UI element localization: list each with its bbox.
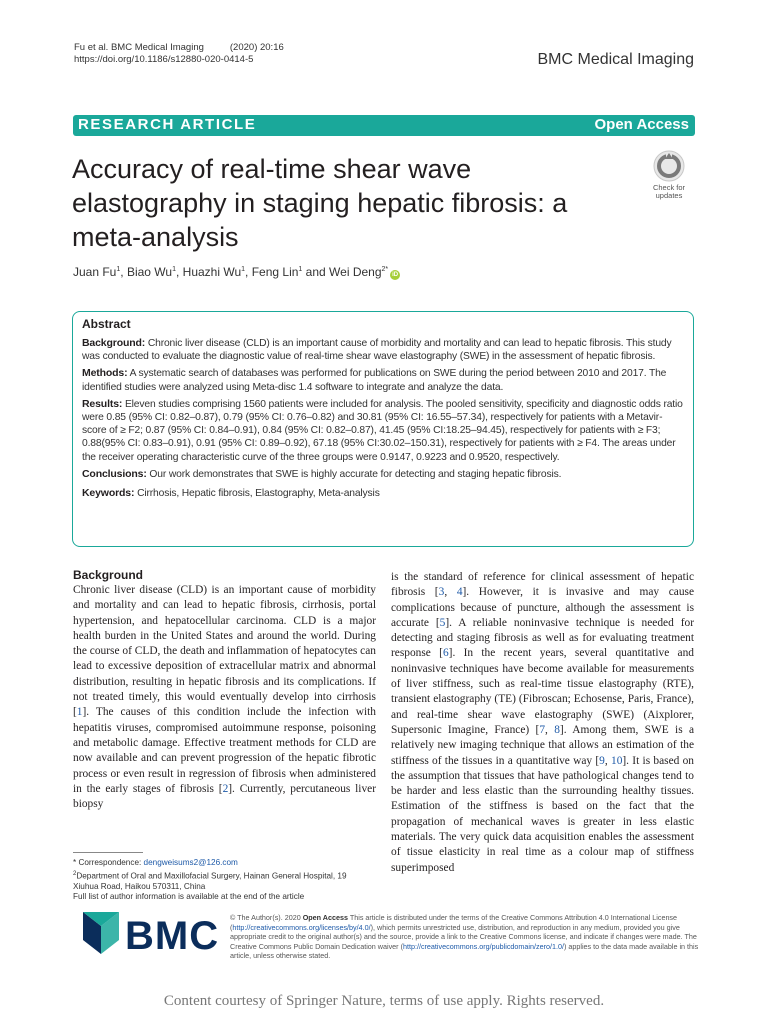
- body-text: ]. Among them, SWE is a relatively new imaging technique that allows an estimation of the stiffness of the tissues in a quantitative way [: [391, 723, 695, 767]
- courtesy-notice: Content courtesy of Springer Nature, terms of use apply. Rights reserved.: [163, 993, 605, 1009]
- body-paragraph-left: [73, 583, 376, 812]
- abstract-keywords: Keywords: Cirrhosis, Hepatic fibrosis, Elastography, Meta-analysis: [82, 487, 380, 500]
- reference-link[interactable]: 2: [222, 782, 229, 795]
- author-list: Juan Fu$^1$, Biao Wu$^1$, Huazhi Wu$^1$, Feng Lin$^1$ and Wei Deng$^{2*}$iD: [73, 265, 399, 279]
- article-type: RESEARCH ARTICLE: [78, 116, 257, 133]
- correspondence-email[interactable]: dengweisums2@126.com: [143, 858, 238, 867]
- affiliation: $^2$Department of Oral and Maxillofacial Surgery, Hainan General Hospital, 19 Xiuhua Road, Haikou 570311, China: [73, 870, 347, 891]
- footnote-rule: [73, 852, 143, 853]
- body-text: ]. Currently, percutaneous liver biopsy: [73, 782, 376, 811]
- bmc-logo: [83, 912, 220, 960]
- reference-link[interactable]: 5: [439, 616, 446, 629]
- author-affiliation: 1: [172, 266, 176, 273]
- abstract-conclusions: Conclusions: Our work demonstrates that SWE is highly accurate for detecting and staging hepatic fibrosis.: [82, 467, 562, 480]
- reference-link[interactable]: 10: [611, 754, 623, 767]
- reference-link[interactable]: 9: [599, 754, 605, 767]
- full-list-note: Full list of author information is available at the end of the article: [73, 892, 305, 902]
- abstract-heading: Abstract: [82, 317, 131, 331]
- license-link-cc-zero[interactable]: http://creativecommons.org/publicdomain/zero/1.0/: [402, 941, 564, 951]
- citation: Fu et al. BMC Medical Imaging: [74, 42, 204, 53]
- abstract-background: Background: Chronic liver disease (CLD) is an important cause of morbidity and mortality and can lead to hepatic fibrosis. This study was conducted to evaluate the diagnostic value of real-time shear wave elastography (SWE) in the assessment of hepatic fibrosis.: [82, 337, 672, 363]
- footnotes: [73, 858, 373, 903]
- reference-link[interactable]: 4: [456, 586, 463, 599]
- open-access-label: Open Access: [594, 116, 689, 133]
- body-text: ]. It is based on the assumption that tissues that have pathological changes tend to be harder and less elastic than the surrounding healthy tissues. Estimation of the stiffness is based on the fact that the propagation of mechanical waves is greater in less elastic materials. The very quick data acquisition enables the assessment of tissue elasticity in real time as a colour map of stiffness superimposed: [391, 754, 694, 874]
- author-name[interactable]: Wei Deng: [329, 265, 382, 279]
- abstract-box: [72, 311, 694, 547]
- author-affiliation: 1: [116, 266, 121, 273]
- orcid-icon[interactable]: iD: [392, 272, 399, 278]
- correspondence: * Correspondence: dengweisums2@126.com: [73, 858, 238, 867]
- reference-link[interactable]: 7: [539, 723, 546, 736]
- article-type-banner: [73, 115, 695, 136]
- body-column-left: [73, 567, 376, 812]
- reference-link[interactable]: 8: [554, 723, 560, 736]
- body-text: Chronic liver disease (CLD) is an important cause of morbidity and mortality and can lead to hepatic fibrosis, cirrhosis, portal hypertension, and hepatocellular carcinoma. CLD is a major health burden in the United States and around the world. During the course of CLD, the death and inflammation of hepatocytes can lead to excessive deposition of extracellular matrix and abnormal distribution, resulting in hepatic fibrosis and its complications. If not treated timely, this would eventually develop into cirrhosis [: [73, 584, 376, 719]
- body-text: ,: [444, 586, 457, 599]
- reference-link[interactable]: 1: [76, 706, 83, 719]
- article-title: Accuracy of real-time shear wave elastography in staging hepatic fibrosis: a meta-analysis: [72, 154, 568, 252]
- license-link-cc-by[interactable]: http://creativecommons.org/licenses/by/4.0/: [232, 922, 371, 932]
- reference-link[interactable]: 3: [438, 586, 445, 599]
- body-text: is the standard of reference for clinical assessment of hepatic fibrosis [: [391, 571, 694, 599]
- author-affiliation: 1: [298, 266, 303, 273]
- author-affiliation: 1: [241, 266, 246, 273]
- author-name[interactable]: Biao Wu: [126, 265, 173, 279]
- check-for-updates-badge[interactable]: [644, 150, 694, 200]
- body-text: ]. However, it is invasive and may cause complications because of puncture, although the assessment is accurate [: [391, 586, 694, 629]
- check-for-updates-icon: [653, 150, 685, 182]
- abstract-results: Results: Eleven studies comprising 1560 patients were included for analysis. The pooled sensitivity, specificity and diagnostic odds ratio were 0.85 (95% CI: 0.82–0.87), 0.79 (95% CI: 0.76–0.82) and 30.81 (95% CI: 16.55–57.34), respectively for patients with a Metavir-score of ≥ F2; 0.87 (95% CI: 0.84–0.91), 0.84 (95% CI: 0.82–0.87), 41.45 (95% CI:18.25–94.45), respectively for patients with ≥ F3; 0.88(95% CI: 0.83–0.91), 0.91 (95% CI: 0.89–0.92), 67.18 (95% CI:30.02–150.31), respectively for patients with ≥ F4. The areas under the receiver operating characteristic curve of the three groups were 0.9147, 0.9223 and 0.9520, respectively.: [82, 397, 683, 463]
- author-name[interactable]: Huazhi Wu: [182, 265, 242, 279]
- author-name[interactable]: Feng Lin: [251, 265, 299, 279]
- bmc-logo-mark-icon: [83, 912, 119, 954]
- body-text: ]. The causes of this condition include the infection with hepatitis viruses, compromised autoimmune response, poisoning and metabolic damage. Effective treatment methods for CLD are now available and can prevent progression of the hepatic fibrotic process or even result in regression of fibrosis when administered in the early stages of fibrosis [: [73, 706, 376, 795]
- bmc-logo-text: BMC: [125, 914, 220, 958]
- license-text: © The Author(s). 2020 Open Access This article is distributed under the terms of the Creative Commons Attribution 4.0 International License (http://creativecommons.org/licenses/by/4.0/), which permits unrestricted use, distribution, and reproduction in any medium, provided you give appropriate credit to the original author(s) and the source, provide a link to the Creative Commons license, and indicate if changes were made. The Creative Commons Public Domain Dedication waiver (http://creativecommons.org/publicdomain/zero/1.0/) applies to the data made available in this article, unless otherwise stated.: [230, 913, 699, 961]
- check-for-updates-label: Check for updates: [652, 183, 686, 200]
- body-column-right: [391, 570, 694, 876]
- reference-link[interactable]: 6: [442, 647, 449, 660]
- section-heading-background: Background: [73, 568, 144, 582]
- citation-line: [74, 41, 284, 54]
- author-name[interactable]: Juan Fu: [73, 265, 117, 279]
- author-affiliation: 2*: [381, 266, 389, 273]
- body-text: ,: [545, 723, 555, 736]
- year-volume: (2020) 20:16: [229, 42, 284, 53]
- journal-name: BMC Medical Imaging: [537, 51, 694, 68]
- body-text: ]. In the recent years, several quantitative and noninvasive techniques have become available for measurements of liver stiffness, such as real-time tissue elastography (RTE), transient elastography (TE) (Fibroscan; Echosense, Paris, France), and real-time shear wave elastography (SWE) (Aixplorer, Supersonic Imagine, France) [: [391, 647, 694, 736]
- body-paragraph-right: [391, 570, 694, 876]
- doi-link[interactable]: https://doi.org/10.1186/s12880-020-0414-5: [74, 54, 254, 65]
- abstract-methods: Methods: A systematic search of databases was performed for publications on SWE during the period between 2010 and 2017. The identified studies were analyzed using Meta-disc 1.4 software to integrate and analyze the data.: [82, 367, 667, 393]
- body-text: ]. A reliable noninvasive technique is needed for detecting and staging fibrosis as well as for evaluating treatment response [: [391, 616, 694, 660]
- body-text: ,: [604, 754, 611, 767]
